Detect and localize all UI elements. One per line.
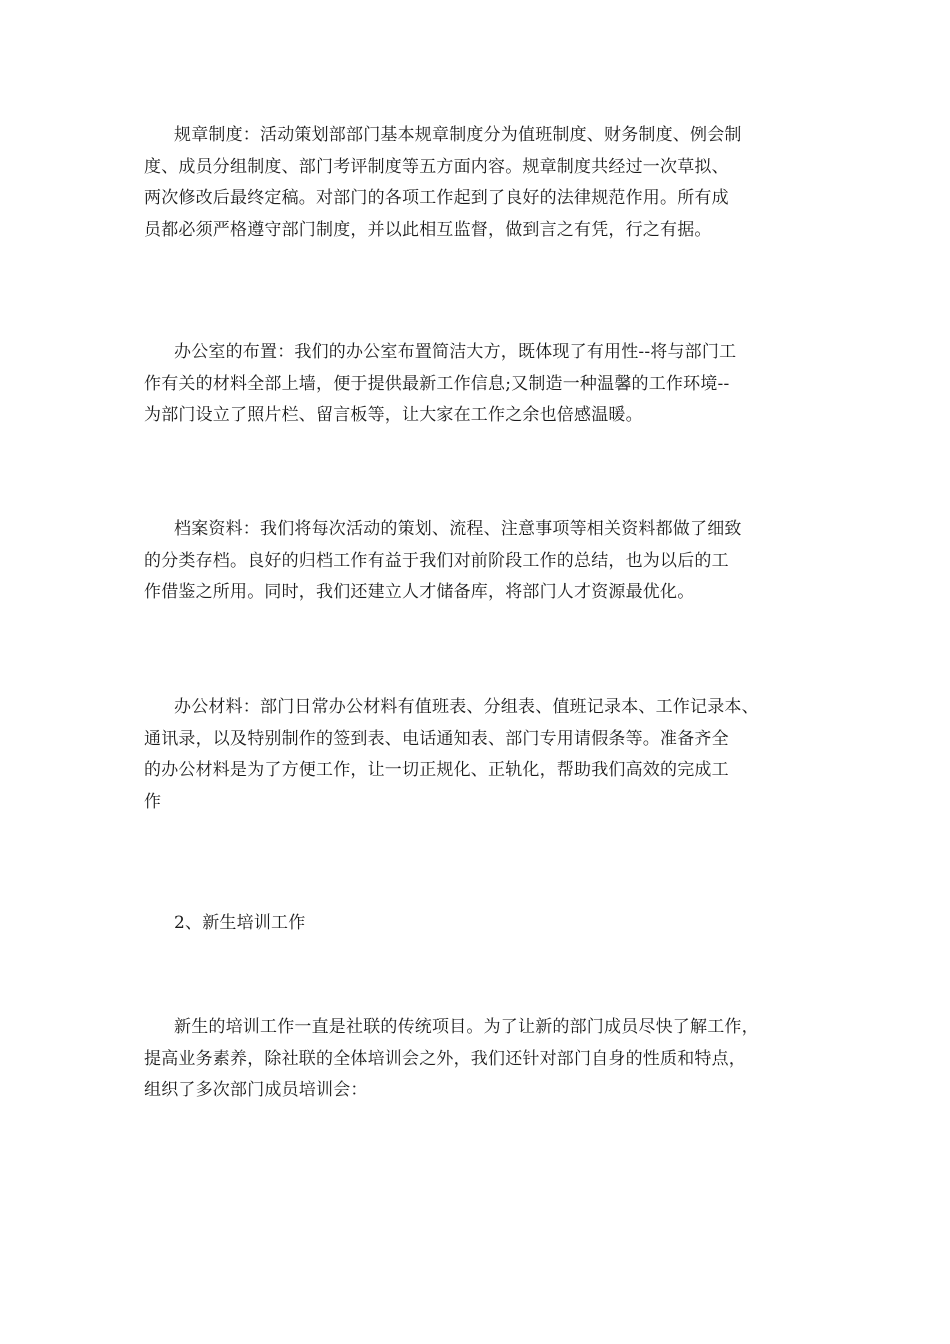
text-line: 度、成员分组制度、部门考评制度等五方面内容。规章制度共经过一次草拟、 (144, 156, 729, 177)
text-line: 办公材料：部门日常办公材料有值班表、分组表、值班记录本、工作记录本、 (174, 697, 759, 717)
text-line: 的办公材料是为了方便工作，让一切正规化、正轨化，帮助我们高效的完成工 (144, 760, 729, 780)
text-line: 作借鉴之所用。同时，我们还建立人才储备库，将部门人才资源最优化。 (144, 582, 695, 602)
paragraph-regulations (144, 120, 814, 246)
text-line: 办公室的布置：我们的办公室布置简洁大方，既体现了有用性--将与部门工 (174, 342, 737, 362)
text-line: 规章制度：活动策划部部门基本规章制度分为值班制度、财务制度、例会制 (174, 125, 742, 145)
text-line: 新生的培训工作一直是社联的传统项目。为了让新的部门成员尽快了解工作， (174, 1017, 759, 1037)
text-line: 为部门设立了照片栏、留言板等，让大家在工作之余也倍感温暖。 (144, 405, 643, 425)
paragraph-archives (144, 514, 814, 609)
text-line: 的分类存档。良好的归档工作有益于我们对前阶段工作的总结，也为以后的工 (144, 550, 729, 571)
paragraph-office-layout (144, 337, 814, 432)
section-heading: 2、新生培训工作 (174, 913, 306, 933)
paragraph-office-materials (144, 692, 814, 818)
text-line: 作有关的材料全部上墙，便于提供最新工作信息;又制造一种温馨的工作环境-- (144, 373, 730, 394)
text-line: 组织了多次部门成员培训会： (144, 1080, 368, 1100)
text-line: 员都必须严格遵守部门制度，并以此相互监督，做到言之有凭，行之有据。 (144, 219, 712, 240)
paragraph-training (144, 1012, 814, 1107)
text-line: 作 (144, 791, 162, 812)
section-heading-training (144, 908, 814, 940)
text-line: 两次修改后最终定稿。对部门的各项工作起到了良好的法律规范作用。所有成 (144, 188, 729, 208)
text-line: 档案资料：我们将每次活动的策划、流程、注意事项等相关资料都做了细致 (174, 519, 742, 539)
text-line: 提高业务素养，除社联的全体培训会之外，我们还针对部门自身的性质和特点， (144, 1048, 746, 1069)
text-line: 通讯录，以及特别制作的签到表、电话通知表、部门专用请假条等。准备齐全 (144, 728, 729, 749)
